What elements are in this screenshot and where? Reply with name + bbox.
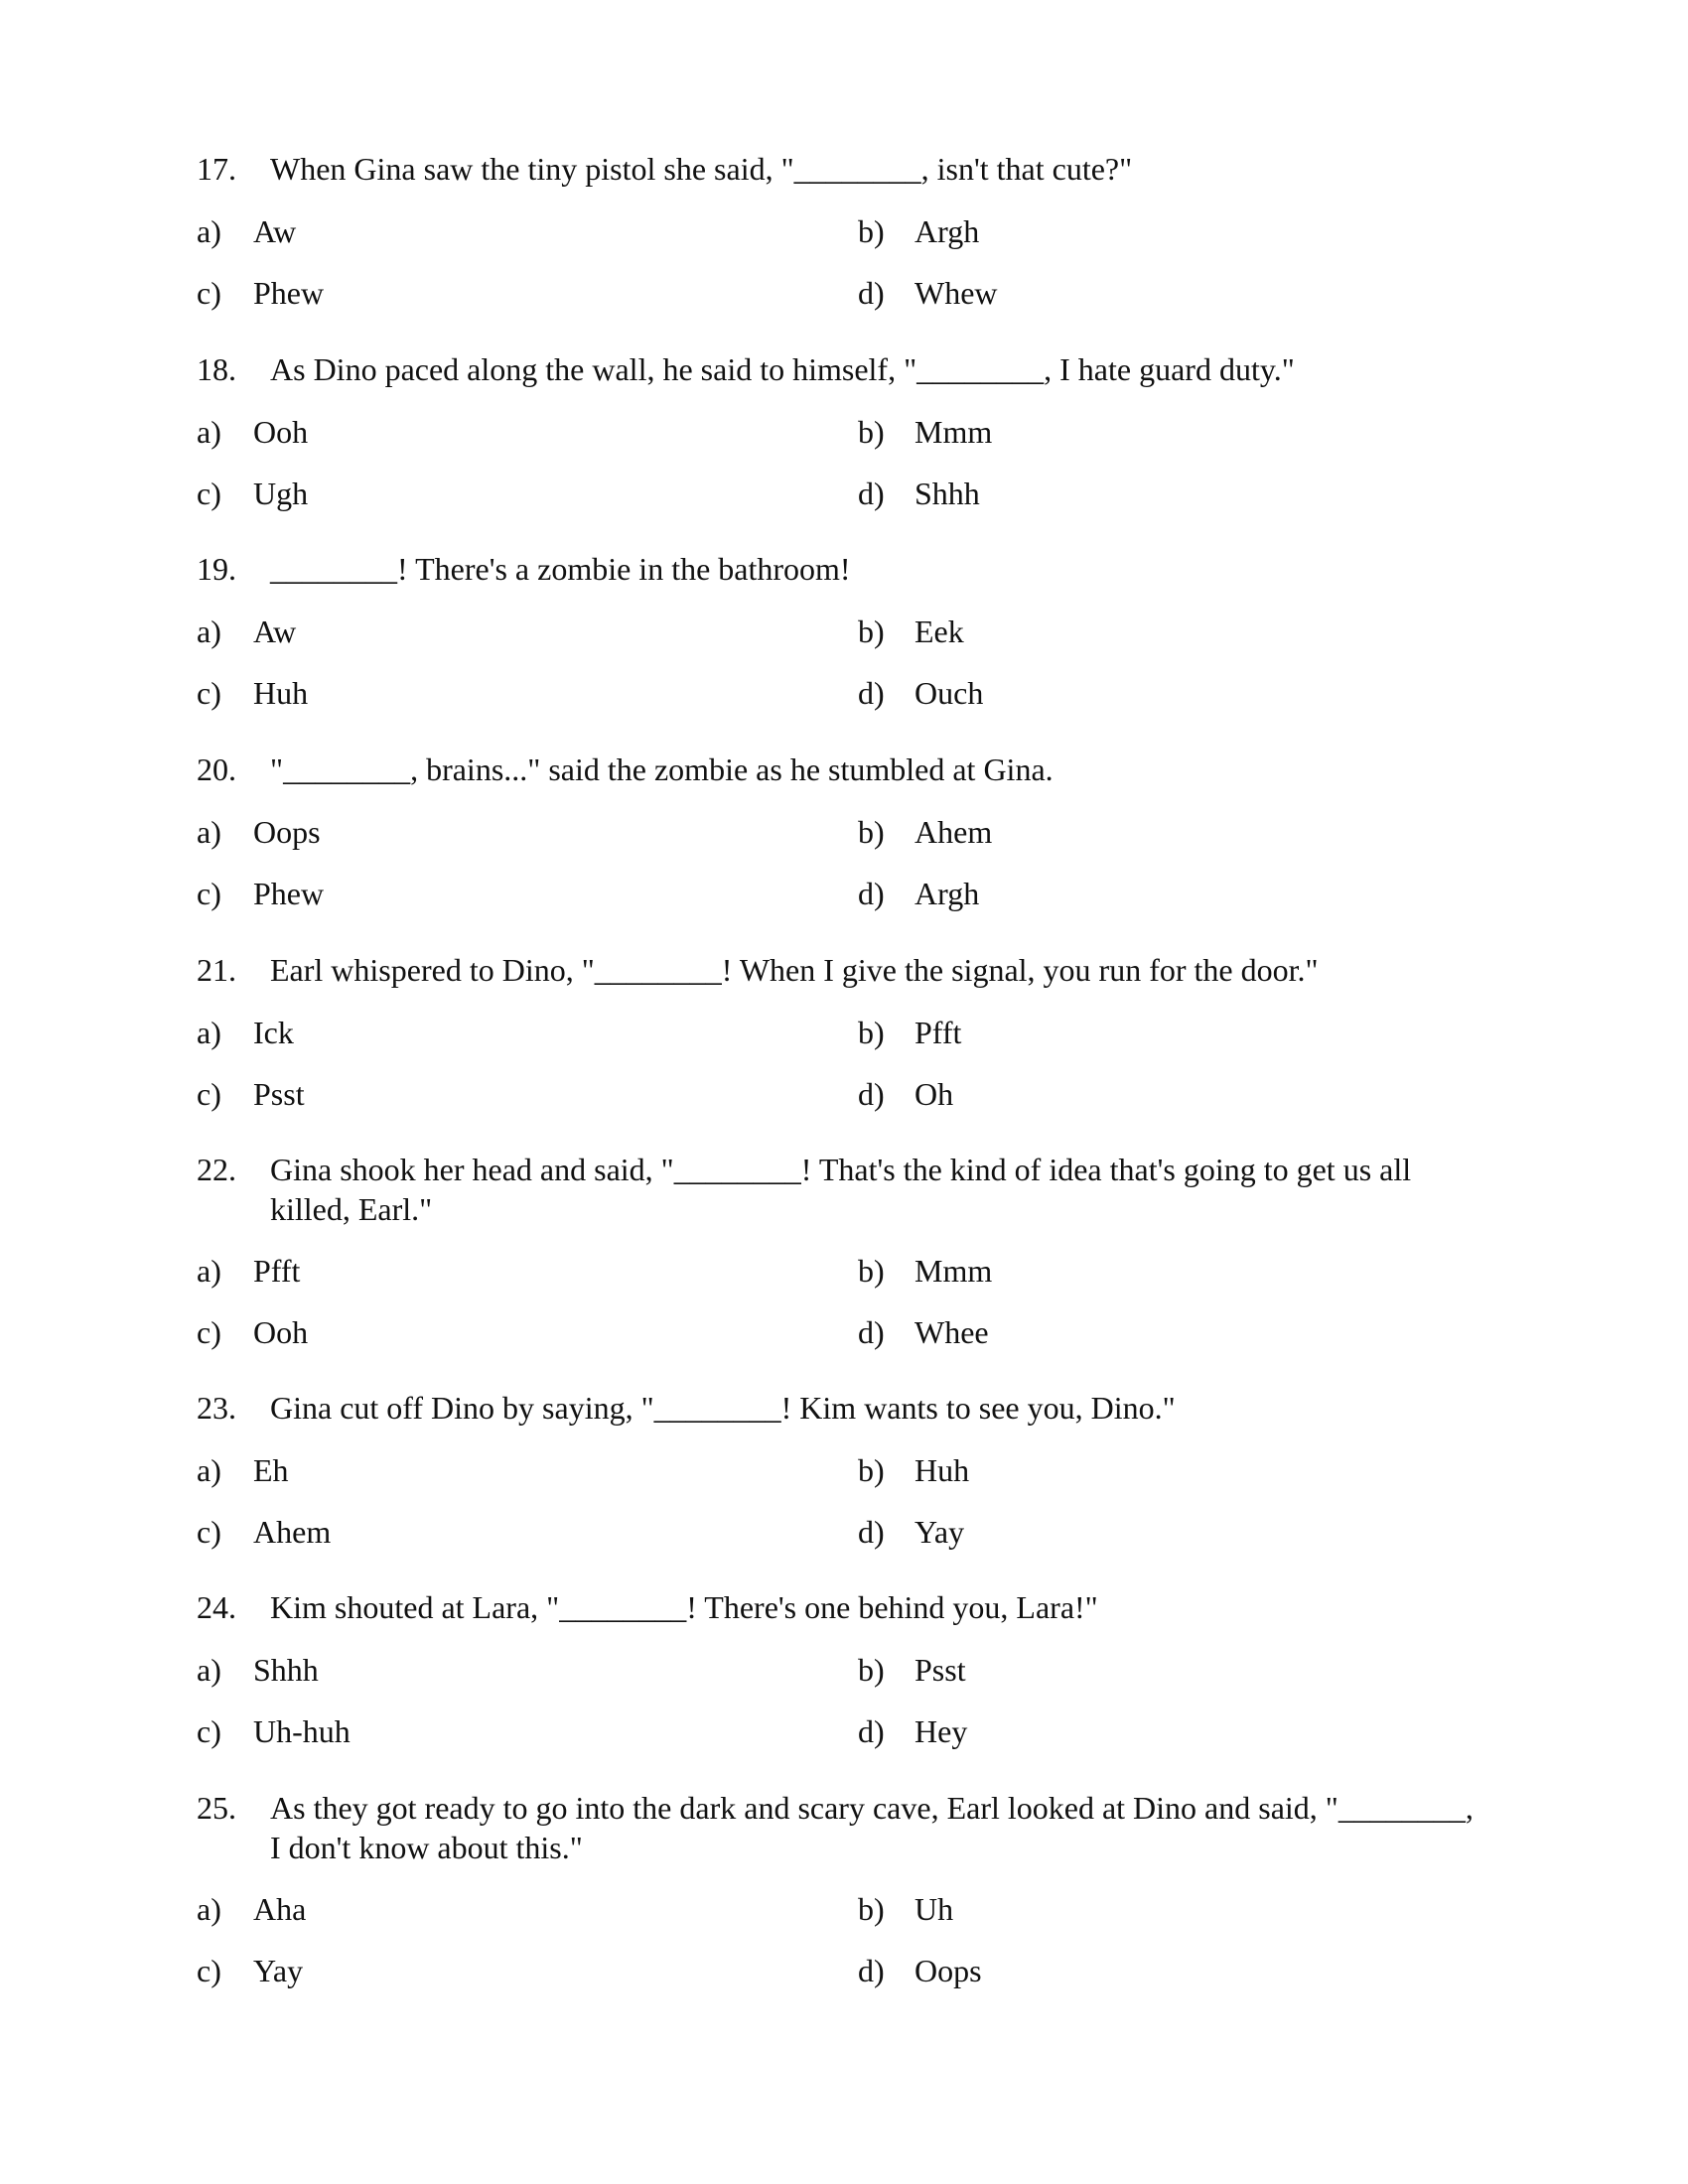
choice-letter: a) xyxy=(197,1891,221,1927)
choice-text: Whew xyxy=(914,275,998,311)
choice-letter: c) xyxy=(197,1514,221,1550)
question-text: "________, brains..." said the zombie as he stumbled at Gina. xyxy=(270,751,1054,787)
choice-text: Ooh xyxy=(253,414,309,450)
question-number: 25. xyxy=(197,1790,236,1826)
choice-text: Ouch xyxy=(914,675,984,711)
choice-text: Ick xyxy=(253,1015,294,1050)
choice-text: Aha xyxy=(253,1891,307,1927)
choice-letter: d) xyxy=(858,275,885,311)
choice-text: Shhh xyxy=(914,476,980,511)
choice-letter: d) xyxy=(858,1514,885,1550)
choice-letter: b) xyxy=(858,1452,885,1488)
choice-letter: c) xyxy=(197,275,221,311)
choice-letter: a) xyxy=(197,614,221,649)
choice-letter: d) xyxy=(858,476,885,511)
choice-text: Oh xyxy=(914,1076,954,1112)
question-text: When Gina saw the tiny pistol she said, "________, isn't that cute?" xyxy=(270,151,1133,187)
choice-letter: a) xyxy=(197,1452,221,1488)
choice-text: Hey xyxy=(914,1713,968,1749)
choice-text: Ahem xyxy=(914,814,993,850)
choice-text: Huh xyxy=(914,1452,970,1488)
choice-text: Argh xyxy=(914,213,980,249)
choice-letter: d) xyxy=(858,1314,885,1350)
choice-letter: d) xyxy=(858,1953,885,1988)
choice-text: Ahem xyxy=(253,1514,332,1550)
choice-text: Psst xyxy=(914,1652,966,1688)
choice-text: Yay xyxy=(253,1953,304,1988)
choice-text: Uh-huh xyxy=(253,1713,351,1749)
choice-letter: c) xyxy=(197,476,221,511)
choice-text: Psst xyxy=(253,1076,305,1112)
choice-letter: b) xyxy=(858,1253,885,1289)
choice-letter: c) xyxy=(197,1314,221,1350)
choice-text: Phew xyxy=(253,876,325,911)
question-text: ________! There's a zombie in the bathroom! xyxy=(270,551,851,587)
choice-letter: b) xyxy=(858,1015,885,1050)
choice-letter: b) xyxy=(858,1652,885,1688)
choice-text: Oops xyxy=(253,814,321,850)
choice-text: Uh xyxy=(914,1891,954,1927)
choice-letter: c) xyxy=(197,1953,221,1988)
choice-letter: d) xyxy=(858,876,885,911)
choice-letter: b) xyxy=(858,614,885,649)
choice-letter: a) xyxy=(197,1652,221,1688)
question-text: As Dino paced along the wall, he said to himself, "________, I hate guard duty." xyxy=(270,351,1295,387)
choice-letter: a) xyxy=(197,414,221,450)
question-text: As they got ready to go into the dark and scary cave, Earl looked at Dino and said, "________, I don't know about this." xyxy=(270,1790,1474,1865)
question-number: 22. xyxy=(197,1152,236,1187)
choice-letter: c) xyxy=(197,1076,221,1112)
choice-letter: a) xyxy=(197,814,221,850)
choice-text: Eek xyxy=(914,614,964,649)
choice-text: Whee xyxy=(914,1314,989,1350)
choice-letter: b) xyxy=(858,1891,885,1927)
choice-text: Aw xyxy=(253,614,297,649)
choice-letter: b) xyxy=(858,213,885,249)
choice-text: Ugh xyxy=(253,476,309,511)
choice-text: Huh xyxy=(253,675,309,711)
choice-letter: c) xyxy=(197,675,221,711)
choice-letter: c) xyxy=(197,876,221,911)
choice-letter: b) xyxy=(858,814,885,850)
question-text: Earl whispered to Dino, "________! When I give the signal, you run for the door." xyxy=(270,952,1319,988)
question-number: 20. xyxy=(197,751,236,787)
question-text: Kim shouted at Lara, "________! There's one behind you, Lara!" xyxy=(270,1589,1098,1625)
choice-text: Mmm xyxy=(914,1253,993,1289)
question-number: 19. xyxy=(197,551,236,587)
question-text: Gina shook her head and said, "________! That's the kind of idea that's going to get us all killed, Earl." xyxy=(270,1152,1412,1227)
question-number: 18. xyxy=(197,351,236,387)
choice-letter: a) xyxy=(197,1253,221,1289)
choice-letter: d) xyxy=(858,1713,885,1749)
question-number: 21. xyxy=(197,952,236,988)
choice-text: Eh xyxy=(253,1452,289,1488)
choice-text: Oops xyxy=(914,1953,982,1988)
question-text: Gina cut off Dino by saying, "________! Kim wants to see you, Dino." xyxy=(270,1390,1176,1426)
choice-letter: c) xyxy=(197,1713,221,1749)
choice-letter: d) xyxy=(858,1076,885,1112)
choice-letter: b) xyxy=(858,414,885,450)
question-number: 24. xyxy=(197,1589,236,1625)
choice-text: Pfft xyxy=(253,1253,301,1289)
choice-text: Phew xyxy=(253,275,325,311)
choice-text: Pfft xyxy=(914,1015,962,1050)
question-number: 17. xyxy=(197,151,236,187)
question-number: 23. xyxy=(197,1390,236,1426)
choice-text: Yay xyxy=(914,1514,965,1550)
choice-letter: d) xyxy=(858,675,885,711)
choice-letter: a) xyxy=(197,1015,221,1050)
choice-text: Ooh xyxy=(253,1314,309,1350)
choice-text: Aw xyxy=(253,213,297,249)
choice-text: Shhh xyxy=(253,1652,319,1688)
choice-text: Mmm xyxy=(914,414,993,450)
choice-letter: a) xyxy=(197,213,221,249)
choice-text: Argh xyxy=(914,876,980,911)
